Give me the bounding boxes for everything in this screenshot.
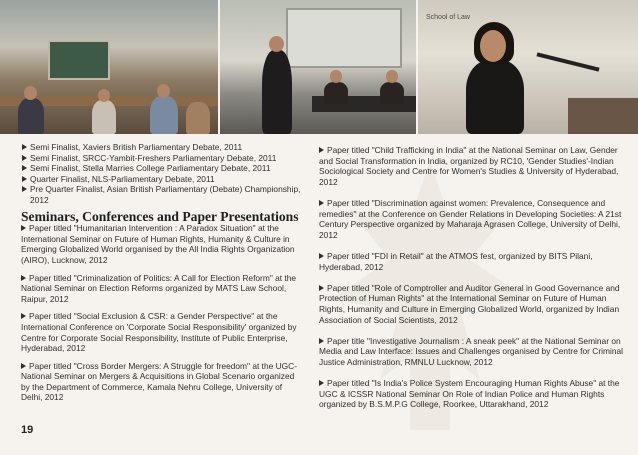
bullet-triangle-icon (319, 147, 324, 153)
bullet-triangle-icon (21, 313, 26, 319)
list-item: Pre Quarter Finalist, Asian British Parliamentary (Debate) Championship, 2012 (21, 184, 304, 205)
paper-entry (21, 273, 304, 305)
school-of-law-sign: School of Law (426, 14, 470, 21)
paper-entry (319, 283, 624, 325)
paper-text: Paper titled "Criminalization of Politics: A Call for Election Reform" at the National Seminar on Election Reforms organized by MATS Law School, Raipur, 2012 (21, 272, 297, 304)
speaker-podium-photo (418, 0, 638, 134)
paper-text: Paper titled "Role of Comptroller and Auditor General in Good Governance and Protection of Human Rights" at the International Seminar on Future of Human Rights, Humanity and Culture in Emerging Globalized World, organized by Indian Association of Social Scientists, 2012 (319, 282, 620, 325)
left-column (21, 142, 304, 410)
paper-entry (21, 361, 304, 403)
section-heading: Seminars, Conferences and Paper Presentations (21, 208, 299, 224)
paper-entry (319, 336, 624, 368)
paper-text: Paper titled "Humanitarian Intervention : A Paradox Situation" at the International Seminar on Future of Human Rights, Humanity & Culture in Emerging Globalized World organised by the All India Rights Organization (AIRO), Lucknow, 2012 (21, 223, 295, 265)
paper-text: Paper title "Investigative Journalism : A sneak peek" at the National Seminar on Media and Law Interface: Issues and Challenges organised by Centre for Criminal Justice Administration, RMNLU Lucknow, 2012 (319, 335, 623, 367)
photo-strip (0, 0, 638, 136)
bullet-triangle-icon (319, 338, 324, 344)
paper-entry (21, 311, 304, 353)
microphone-stand (536, 52, 599, 71)
paper-text: Paper titled "Cross Border Mergers: A Struggle for freedom" at the UGC- National Seminar on Mergers & Acquisitions in Global Scenario organized by the Department of Commerce, Kamala Nehru College, University of Delhi, 2012 (21, 360, 298, 403)
bullet-triangle-icon (21, 363, 26, 369)
paper-entry (21, 223, 304, 265)
bullet-triangle-icon (21, 275, 26, 281)
chalkboard (48, 40, 110, 80)
achievements-list (21, 142, 304, 206)
list-item: Semi Finalist, Stella Marries College Parliamentary Debate, 2011 (21, 163, 304, 174)
bullet-triangle-icon (319, 253, 324, 259)
paper-entry (319, 378, 624, 410)
list-item: Quarter Finalist, NLS-Parliamentary Debate, 2011 (21, 174, 304, 185)
paper-entry (319, 145, 624, 187)
paper-text: Paper titled "Child Trafficking in India" at the National Seminar on Law, Gender and Social Transformation in India, organized by RC10, 'Gender Studies'-Indian Sociological Society and Centre for Women's Studies & University of Hyderabad, 2012 (319, 145, 619, 187)
paper-entry (319, 198, 624, 240)
projector-screen (286, 8, 402, 68)
paper-text: Paper titled "FDI in Retail" at the ATMOS fest, organized by BITS Pilani, Hyderabad, 2012 (319, 250, 593, 272)
paper-text: Paper titled "Social Exclusion & CSR: a Gender Perspective" at the International Conference on 'Corporate Social Responsibility' organized by Centre for Corporate Social Responsibility, Institute of Public Enterprise, Hyderabad, 2012 (21, 311, 297, 354)
moot-court-photo (220, 0, 416, 134)
classroom-debate-photo (0, 0, 218, 134)
page-number: 19 (21, 424, 34, 436)
podium (568, 98, 638, 134)
right-column (319, 145, 624, 420)
bullet-triangle-icon (319, 285, 324, 291)
bullet-triangle-icon (319, 200, 324, 206)
bullet-triangle-icon (319, 380, 324, 386)
list-item: Semi Finalist, Xaviers British Parliamentary Debate, 2011 (21, 142, 304, 153)
paper-entry (319, 251, 624, 272)
list-item: Semi Finalist, SRCC-Yambit-Freshers Parliamentary Debate, 2011 (21, 153, 304, 164)
bullet-triangle-icon (21, 225, 26, 231)
paper-text: Paper titled "Discrimination against women: Prevalence, Consequence and remedies" at the Conference on Gender Relations in Developing Societies: A 21st Century Perspective organized by Maharaja Agrasen College, University of Delhi, 2012 (319, 197, 622, 240)
paper-text: Paper titled "Is India's Police System Encouraging Human Rights Abuse" at the UGC & ICSSR National Seminar On Role of Indian Police and Human Rights organized by B.S.M.P.G College, Roorkee, Uttarakhand, 2012 (319, 378, 620, 410)
